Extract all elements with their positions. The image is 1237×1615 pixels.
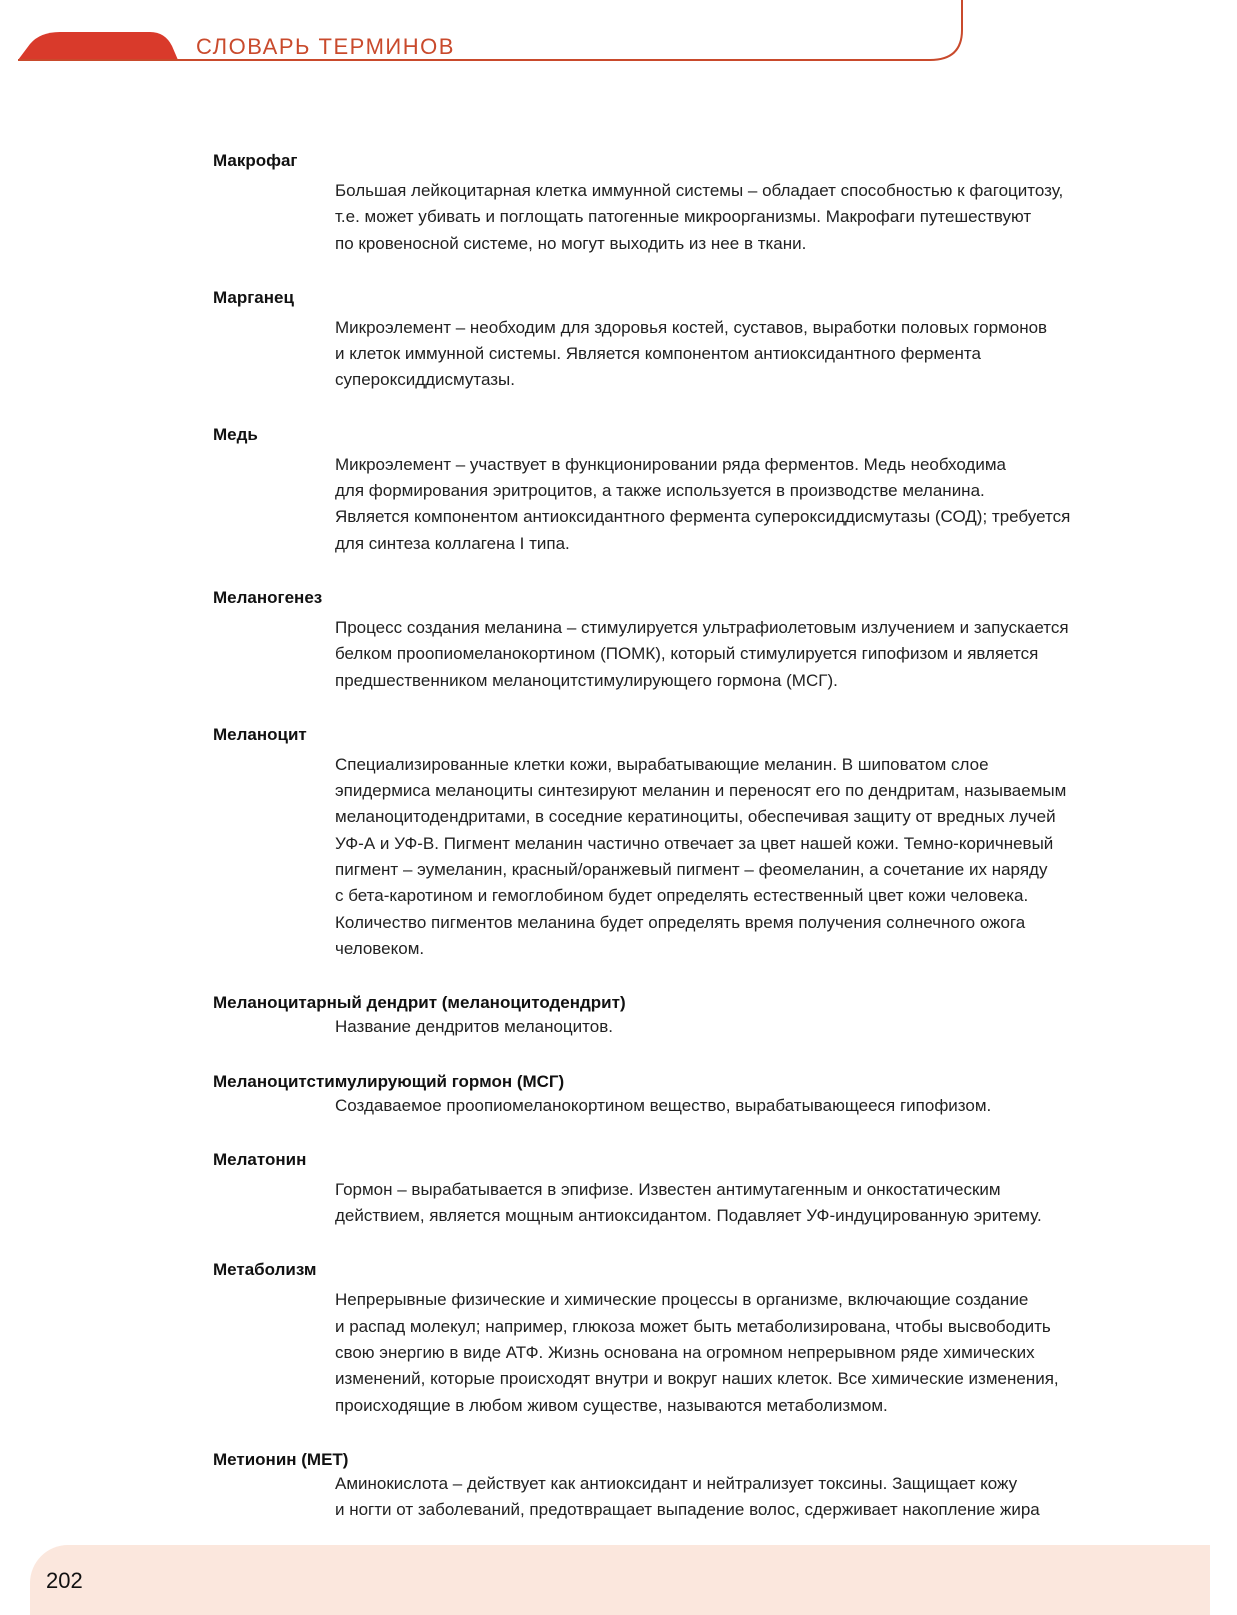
entry-definition bbox=[335, 1287, 1153, 1418]
definition-line: человеком. bbox=[335, 938, 425, 958]
definition-line: предшественником меланоцитстимулирующего гормона (МСГ). bbox=[335, 670, 838, 690]
header-red-tab bbox=[18, 32, 178, 60]
page-number: 202 bbox=[46, 1568, 83, 1593]
glossary-entries bbox=[213, 150, 1153, 1554]
definition-line: происходящие в любом живом существе, называются метаболизмом. bbox=[335, 1395, 888, 1415]
definition-line: и клеток иммунной системы. Является компонентом антиоксидантного фермента bbox=[335, 344, 981, 364]
glossary-entry bbox=[213, 1071, 1153, 1119]
definition-line: с бета-каротином и гемоглобином будет определять естественный цвет кожи человека. bbox=[335, 886, 1029, 906]
entry-term: Меланоцитарный дендрит (меланоцитодендрит) bbox=[213, 993, 626, 1013]
entry-term: Метионин (МЕТ) bbox=[213, 1449, 349, 1469]
definition-line: белком проопиомеланокортином (ПОМК), который стимулируется гипофизом и является bbox=[335, 644, 1039, 664]
entry-term: Мелатонин bbox=[213, 1149, 307, 1169]
definition-line: действием, является мощным антиоксидантом. Подавляет УФ-индуцированную эритему. bbox=[335, 1206, 1042, 1226]
glossary-entry bbox=[213, 992, 1153, 1040]
definition-line: Создаваемое проопиомеланокортином вещество, вырабатывающееся гипофизом. bbox=[335, 1095, 992, 1115]
header-decoration bbox=[0, 0, 1237, 80]
definition-line: Процесс создания меланина – стимулируется ультрафиолетовым излучением и запускается bbox=[335, 617, 1069, 637]
glossary-entry bbox=[213, 287, 1153, 394]
entry-term: Меланоцитстимулирующий гормон (МСГ) bbox=[213, 1071, 565, 1091]
definition-line: свою энергию в виде АТФ. Жизнь основана на огромном непрерывном ряде химических bbox=[335, 1343, 1035, 1363]
entry-definition bbox=[335, 452, 1153, 557]
definition-line: Большая лейкоцитарная клетка иммунной системы – обладает способностью к фагоцитозу, bbox=[335, 181, 1064, 200]
entry-definition bbox=[335, 1093, 1153, 1119]
entry-definition bbox=[335, 615, 1153, 694]
entry-definition bbox=[335, 752, 1153, 962]
definition-line: для формирования эритроцитов, а также используется в производстве меланина. bbox=[335, 481, 985, 501]
entry-term: Меланогенез bbox=[213, 587, 323, 607]
definition-line: Специализированные клетки кожи, вырабатывающие меланин. В шиповатом слое bbox=[335, 754, 989, 774]
definition-line: Количество пигментов меланина будет определять время получения солнечного ожога bbox=[335, 912, 1026, 932]
glossary-entry bbox=[213, 1259, 1153, 1418]
definition-line: Является компонентом антиоксидантного фермента супероксиддисмутазы (СОД); требуется bbox=[335, 507, 1071, 527]
section-title: СЛОВАРЬ ТЕРМИНОВ bbox=[196, 34, 455, 59]
definition-line: Микроэлемент – участвует в функционировании ряда ферментов. Медь необходима bbox=[335, 454, 1006, 474]
definition-line: Гормон – вырабатывается в эпифизе. Известен антимутагенным и онкостатическим bbox=[335, 1179, 1001, 1199]
definition-line: меланоцитодендритами, в соседние кератиноциты, обеспечивая защиту от вредных лучей bbox=[335, 807, 1056, 827]
entry-definition bbox=[335, 1014, 1153, 1040]
glossary-entry bbox=[213, 1449, 1153, 1524]
entry-term: Метаболизм bbox=[213, 1260, 317, 1280]
definition-line: Непрерывные физические и химические процессы в организме, включающие создание bbox=[335, 1290, 1029, 1310]
footer-band bbox=[30, 1545, 1210, 1615]
entry-term: Медь bbox=[213, 424, 258, 444]
definition-line: Аминокислота – действует как антиоксидант и нейтрализует токсины. Защищает кожу bbox=[335, 1473, 1018, 1493]
glossary-entry bbox=[213, 424, 1153, 557]
glossary-entry bbox=[213, 724, 1153, 962]
definition-line: пигмент – эумеланин, красный/оранжевый пигмент – феомеланин, а сочетание их наряду bbox=[335, 860, 1048, 880]
entry-definition bbox=[335, 315, 1153, 394]
definition-line: т.е. может убивать и поглощать патогенные микроорганизмы. Макрофаги путешествуют bbox=[335, 207, 1032, 227]
definition-line: и распад молекул; например, глюкоза может быть метаболизирована, чтобы высвободить bbox=[335, 1316, 1051, 1336]
definition-line: Микроэлемент – необходим для здоровья костей, суставов, выработки половых гормонов bbox=[335, 317, 1048, 337]
entry-term: Макрофаг bbox=[213, 151, 298, 170]
definition-line: Название дендритов меланоцитов. bbox=[335, 1017, 613, 1037]
definition-line: УФ-А и УФ-В. Пигмент меланин частично отвечает за цвет нашей кожи. Темно-коричневый bbox=[335, 833, 1054, 853]
definition-line: эпидермиса меланоциты синтезируют меланин и переносят его по дендритам, называемым bbox=[335, 781, 1067, 801]
glossary-entry bbox=[213, 150, 1153, 257]
entry-definition bbox=[335, 178, 1153, 257]
definition-line: для синтеза коллагена I типа. bbox=[335, 533, 570, 553]
definition-line: изменений, которые происходят внутри и вокруг наших клеток. Все химические изменения, bbox=[335, 1369, 1059, 1389]
definition-line: супероксиддисмутазы. bbox=[335, 370, 516, 390]
glossary-entry bbox=[213, 587, 1153, 694]
entry-term: Марганец bbox=[213, 287, 294, 307]
entry-definition bbox=[335, 1471, 1153, 1524]
glossary-entry bbox=[213, 1149, 1153, 1230]
entry-term: Меланоцит bbox=[213, 724, 307, 744]
definition-line: и ногти от заболеваний, предотвращает выпадение волос, сдерживает накопление жира bbox=[335, 1500, 1040, 1520]
entry-definition bbox=[335, 1177, 1153, 1230]
definition-line: по кровеносной системе, но могут выходить из нее в ткани. bbox=[335, 233, 807, 253]
